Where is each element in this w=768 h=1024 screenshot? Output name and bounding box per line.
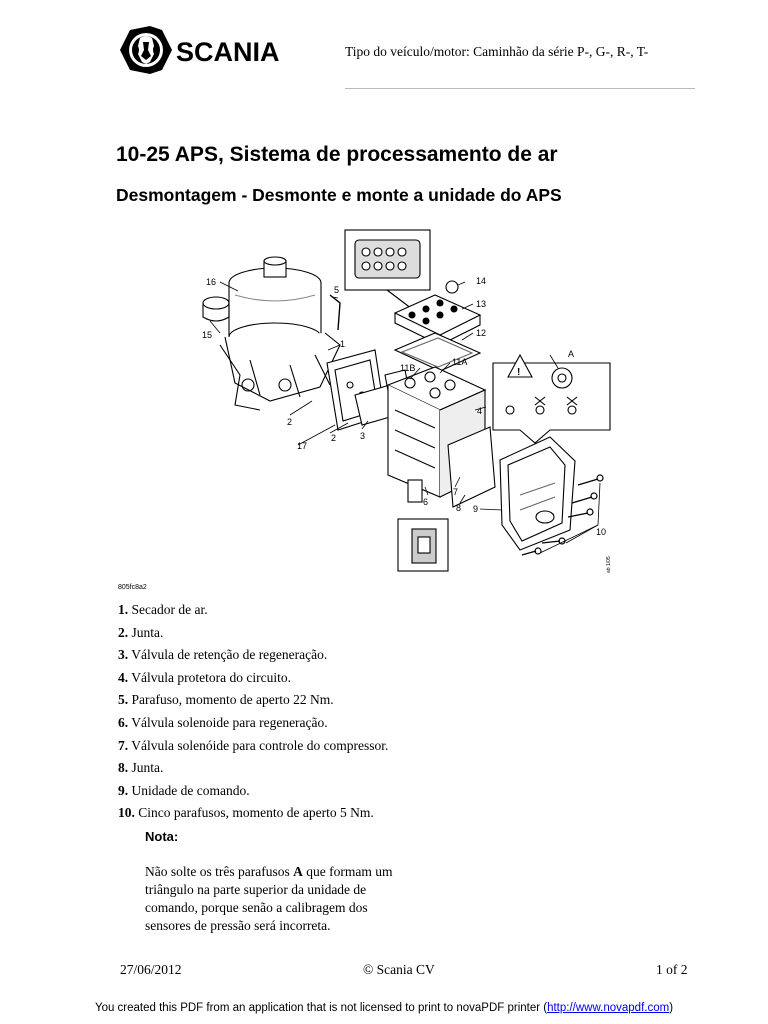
svg-text:!: ! [517,367,521,378]
callout-12: 12 [476,328,487,338]
callout-3: 3 [360,431,366,441]
list-item: 5. Parafuso, momento de aperto 22 Nm. [118,692,334,708]
callout-13: 13 [476,299,487,309]
callout-1: 1 [340,339,346,349]
list-item: 6. Válvula solenoide para regeneração. [118,714,328,730]
note-body: Não solte os três parafusos A que formam um triângulo na parte superior da unidade de comando, porque senão a calibragem dos sensores de pressão será incorreta. [145,864,393,933]
vehicle-type: Tipo do veículo/motor: Caminhão da série P-, G-, R-, T- [345,44,649,59]
callout-16: 16 [206,277,217,287]
aps-exploded-diagram [190,225,620,577]
page-subtitle: Desmontagem - Desmonte e monte a unidade do APS [116,185,562,205]
license-banner: You created this PDF from an application that is not licensed to print to novaPDF printer (http://www.novapdf.com) [94,1002,674,1014]
callout-9: 9 [473,504,479,514]
callout-2-left: 2 [287,417,293,427]
header-divider [345,88,695,89]
list-item: 8. Junta. [118,760,164,776]
brand-wordmark: SCANIA [176,37,280,67]
callout-7: 7 [453,487,459,497]
note-heading: Nota: [145,829,179,844]
page-title: 10-25 APS, Sistema de processamento de ar [116,143,558,166]
callout-8: 8 [456,503,462,513]
callout-14: 14 [476,276,487,286]
scania-logo [116,20,332,80]
list-item: 7. Válvula solenóide para controle do compressor. [118,737,389,753]
list-item: 10. Cinco parafusos, momento de aperto 5 Nm. [118,805,374,821]
footer-date: 27/06/2012 [120,962,182,977]
callout-a: A [568,349,575,359]
figure-code: 805fc8a2 [118,584,147,591]
callout-2-center: 2 [331,433,337,443]
callout-10: 10 [596,527,607,537]
figure-side-code: ab 1/05 [606,556,612,573]
callout-5: 5 [334,285,340,295]
novapdf-link[interactable]: http://www.novapdf.com [547,1002,670,1014]
parts-list [118,601,388,827]
list-item: 3. Válvula de retenção de regeneração. [118,647,328,663]
footer-copyright: © Scania CV [363,962,435,977]
list-item: 2. Junta. [118,624,164,640]
footer-page-number: 1 of 2 [656,962,688,977]
callout-11a: 11A [452,357,468,367]
list-item: 1. Secador de ar. [118,602,208,617]
callout-4: 4 [477,406,483,416]
list-item: 9. Unidade de comando. [118,782,250,798]
callout-15: 15 [202,330,213,340]
list-item: 4. Válvula protetora do circuito. [118,669,291,685]
callout-17: 17 [297,441,308,451]
callout-11b: 11B [400,363,416,373]
callout-6: 6 [423,497,429,507]
